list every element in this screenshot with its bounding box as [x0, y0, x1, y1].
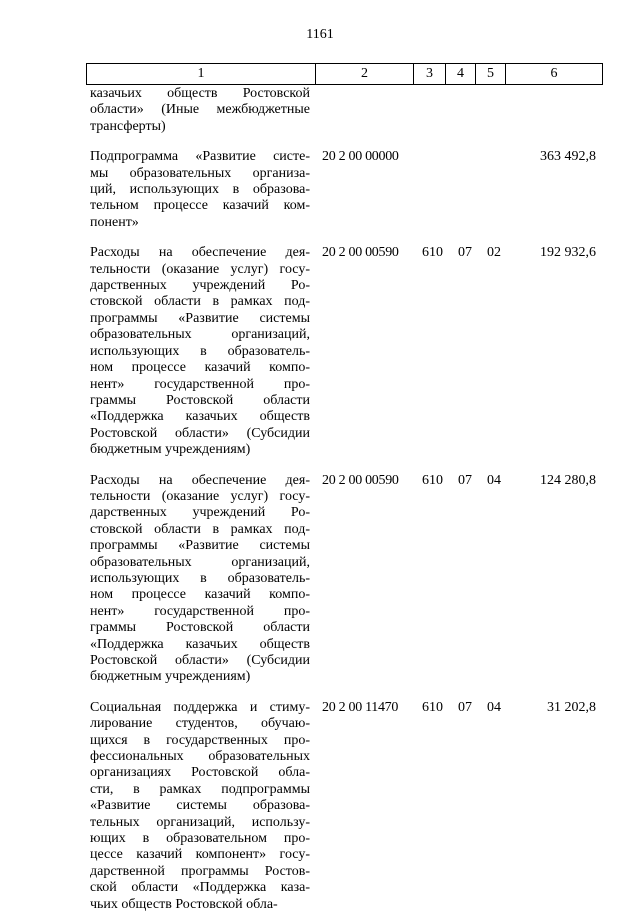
budget-code-cell: 20 2 00 11470 [322, 699, 399, 715]
row-description [86, 86, 310, 135]
page-number: 1161 [306, 27, 334, 42]
row-description [86, 245, 310, 458]
description-line: дарственной программы Ростов- [90, 863, 310, 879]
budget-code-cell: 20 2 00 00590 [322, 472, 399, 488]
description-line: понент» [90, 214, 139, 230]
section-cell: 07 [458, 699, 472, 715]
table-row [86, 473, 602, 686]
description-line: граммы Ростовской области [90, 620, 310, 636]
expense-type-cell: 610 [422, 245, 443, 261]
expense-type-cell: 610 [422, 472, 443, 488]
subsection-cell: 04 [487, 699, 501, 715]
description-line: использующих в образователь- [90, 343, 310, 359]
subsection-cell: 04 [487, 472, 501, 488]
description-line: ном процессе казачий компо- [90, 360, 310, 376]
description-line: щихся в государственных про- [90, 732, 310, 748]
description-line: Ростовской области» (Субсидии [90, 653, 310, 668]
description-line: ций, использующих в образова- [90, 182, 310, 198]
table-row [86, 245, 602, 458]
description-line: мы образовательных организа- [90, 165, 310, 181]
amount-cell: 192 932,6 [540, 245, 596, 261]
description-line: тельном процессе казачий ком- [90, 198, 310, 214]
description-line: «Поддержка казачьих обществ [90, 636, 310, 652]
row-description [86, 149, 310, 231]
section-cell: 07 [458, 245, 472, 261]
description-line: образовательных организаций, [90, 327, 310, 343]
description-line: тельности (оказание услуг) госу- [90, 488, 310, 504]
description-line: Подпрограмма «Развитие систе- [90, 149, 310, 165]
description-line: образовательных организаций, [90, 554, 310, 570]
table-row [86, 86, 602, 135]
description-line: ющих в образовательном про- [90, 831, 310, 847]
description-line: цессе казачий компонент» госу- [90, 847, 310, 863]
description-line: дарственных учреждений Ро- [90, 278, 310, 294]
description-line: лирование студентов, обучаю- [90, 716, 310, 732]
amount-cell: 363 492,8 [540, 149, 596, 165]
description-line: «Развитие системы образова- [90, 798, 310, 814]
header-col-6: 6 [506, 64, 603, 85]
subsection-cell: 02 [487, 245, 501, 261]
description-line: нент» государственной про- [90, 603, 310, 619]
table-row [86, 700, 602, 913]
description-line: граммы Ростовской области [90, 392, 310, 408]
description-line: Расходы на обеспечение дея- [90, 472, 310, 488]
header-col-1: 1 [87, 64, 316, 85]
description-line: стовской области в рамках под- [90, 521, 310, 537]
section-cell: 07 [458, 472, 472, 488]
description-line: «Поддержка казачьих обществ [90, 409, 310, 425]
table-row [86, 149, 602, 231]
description-line: трансферты) [90, 118, 166, 134]
row-description [86, 473, 310, 686]
description-line: тельности (оказание услуг) госу- [90, 261, 310, 277]
description-line: бюджетным учреждениям) [90, 442, 251, 458]
description-line: чьих обществ Ростовской обла- [90, 896, 278, 912]
description-line: программы «Развитие системы [90, 538, 310, 554]
description-line: Социальная поддержка и стиму- [90, 699, 310, 715]
description-line: дарственных учреждений Ро- [90, 505, 310, 521]
header-col-4: 4 [446, 64, 476, 85]
description-line: использующих в образователь- [90, 570, 310, 586]
budget-code-cell: 20 2 00 00000 [322, 149, 399, 165]
description-line: ном процессе казачий компо- [90, 587, 310, 603]
description-line: области» (Иные межбюджетные [90, 102, 310, 118]
expense-type-cell: 610 [422, 699, 443, 715]
description-line: стовской области в рамках под- [90, 294, 310, 310]
description-line: Ростовской области» (Субсидии [90, 425, 310, 441]
amount-cell: 31 202,8 [547, 699, 596, 715]
budget-code-cell: 20 2 00 00590 [322, 245, 399, 261]
table-header [86, 63, 603, 85]
table-body [86, 86, 602, 913]
amount-cell: 124 280,8 [540, 472, 596, 488]
description-line: Расходы на обеспечение дея- [90, 245, 310, 261]
description-line: казачьих обществ Ростовской [90, 86, 310, 101]
header-col-5: 5 [476, 64, 506, 85]
description-line: организациях Ростовской обла- [90, 765, 310, 781]
description-line: фессиональных образовательных [90, 749, 310, 765]
description-line: сти, в рамках подпрограммы [90, 781, 310, 797]
description-line: ской области «Поддержка каза- [90, 880, 310, 896]
row-description [86, 700, 310, 913]
header-col-2: 2 [316, 64, 414, 85]
description-line: программы «Развитие системы [90, 310, 310, 326]
description-line: бюджетным учреждениям) [90, 669, 251, 685]
header-col-3: 3 [414, 64, 446, 85]
description-line: нент» государственной про- [90, 376, 310, 392]
description-line: тельных организаций, использу- [90, 814, 310, 830]
